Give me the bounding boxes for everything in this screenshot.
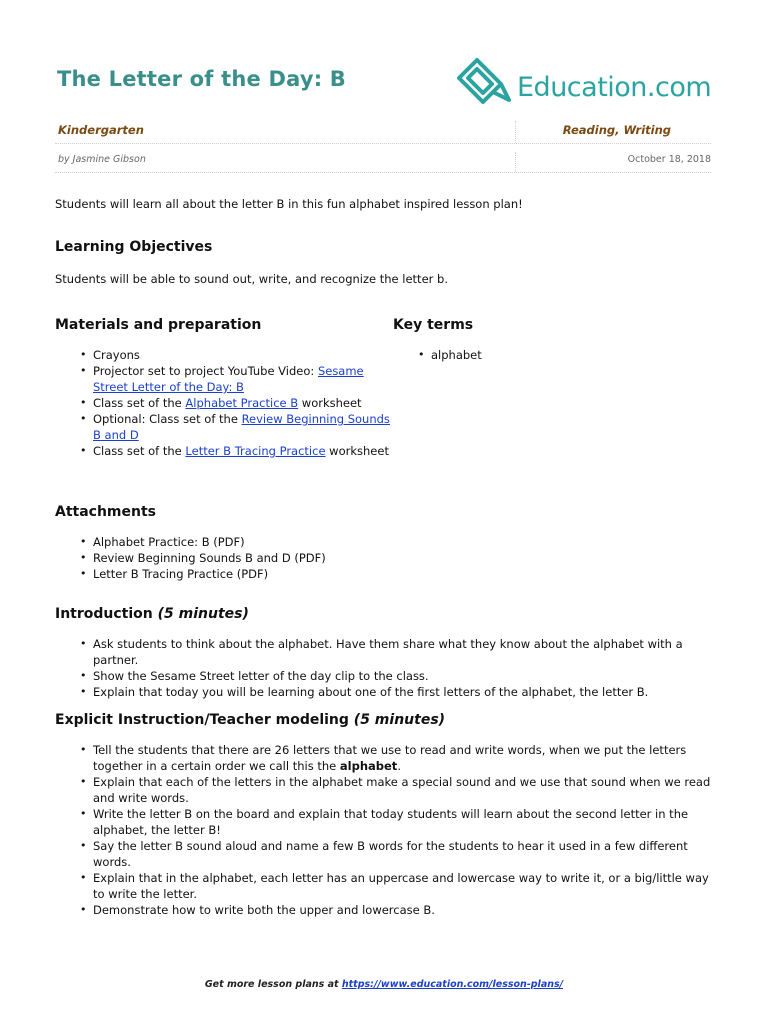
- grade-subject-row: [55, 121, 711, 144]
- introduction-heading: Introduction (5 minutes): [55, 606, 249, 622]
- list-item[interactable]: • Review Beginning Sounds B and D (PDF): [93, 550, 693, 566]
- list-item: • Projector set to project YouTube Video: Sesame Street Letter of the Day: B: [93, 363, 393, 395]
- subject-label: Reading, Writing: [562, 123, 671, 137]
- list-item: • Demonstrate how to write both the upper and lowercase B.: [93, 902, 715, 918]
- pencil-logo-icon: [455, 56, 513, 112]
- attachments-heading: Attachments: [55, 504, 157, 520]
- explicit-instruction-list: [55, 742, 715, 918]
- date-label: October 18, 2018: [627, 154, 711, 165]
- footer: Get more lesson plans at https://www.education.com/lesson-plans/: [204, 979, 564, 990]
- list-item: • Show the Sesame Street letter of the day clip to the class.: [93, 668, 713, 684]
- learning-objectives-heading: Learning Objectives: [55, 239, 213, 255]
- page-title: The Letter of the Day: B: [57, 67, 347, 91]
- letter-b-tracing-link[interactable]: Letter B Tracing Practice: [185, 444, 326, 458]
- list-item: • Class set of the Alphabet Practice B worksheet: [93, 395, 393, 411]
- list-item: • alphabet: [431, 347, 711, 363]
- list-item: • Tell the students that there are 26 letters that we use to read and write words, when we put the letters together in a certain order we call this the alphabet.: [93, 742, 715, 774]
- list-item: • Class set of the Letter B Tracing Practice worksheet: [93, 443, 393, 459]
- divider: [515, 121, 516, 143]
- author-label: by Jasmine Gibson: [58, 154, 146, 165]
- attachments-list: [55, 534, 693, 582]
- grade-label: Kindergarten: [58, 123, 144, 137]
- list-item: • Explain that each of the letters in the alphabet make a special sound and we use that sound when we read and write words.: [93, 774, 715, 806]
- list-item: • Explain that in the alphabet, each letter has an uppercase and lowercase way to write it, or a big/little way to write the letter.: [93, 870, 715, 902]
- list-item: • Crayons: [93, 347, 393, 363]
- introduction-list: [55, 636, 713, 700]
- review-beginning-sounds-link[interactable]: Review Beginning Sounds B and D: [93, 412, 390, 442]
- author-date-row: [55, 152, 711, 173]
- logo-text: Education.com: [517, 72, 712, 103]
- materials-list: [55, 347, 393, 459]
- sesame-street-video-link[interactable]: Sesame Street Letter of the Day: B: [93, 364, 364, 394]
- alphabet-practice-b-link[interactable]: Alphabet Practice B: [185, 396, 299, 410]
- divider: [515, 152, 516, 172]
- list-item: • Explain that today you will be learning about one of the first letters of the alphabet, the letter B.: [93, 684, 713, 700]
- key-terms-heading: Key terms: [393, 317, 474, 333]
- list-item: • Optional: Class set of the Review Beginning Sounds B and D: [93, 411, 393, 443]
- explicit-instruction-heading: Explicit Instruction/Teacher modeling (5 minutes): [55, 712, 446, 728]
- list-item: • Ask students to think about the alphabet. Have them share what they know about the alphabet with a partner.: [93, 636, 713, 668]
- materials-heading: Materials and preparation: [55, 317, 262, 333]
- learning-objectives-text: Students will be able to sound out, write, and recognize the letter b.: [55, 272, 448, 286]
- list-item[interactable]: • Alphabet Practice: B (PDF): [93, 534, 693, 550]
- key-terms-list: [393, 347, 711, 363]
- education-com-logo[interactable]: [455, 56, 715, 112]
- list-item: • Write the letter B on the board and explain that today students will learn about the second letter in the alphabet, the letter B!: [93, 806, 715, 838]
- intro-text: Students will learn all about the letter B in this fun alphabet inspired lesson plan!: [55, 197, 523, 211]
- list-item: • Say the letter B sound aloud and name a few B words for the students to hear it used in a few different words.: [93, 838, 715, 870]
- list-item[interactable]: • Letter B Tracing Practice (PDF): [93, 566, 693, 582]
- lesson-plans-link[interactable]: https://www.education.com/lesson-plans/: [341, 979, 564, 990]
